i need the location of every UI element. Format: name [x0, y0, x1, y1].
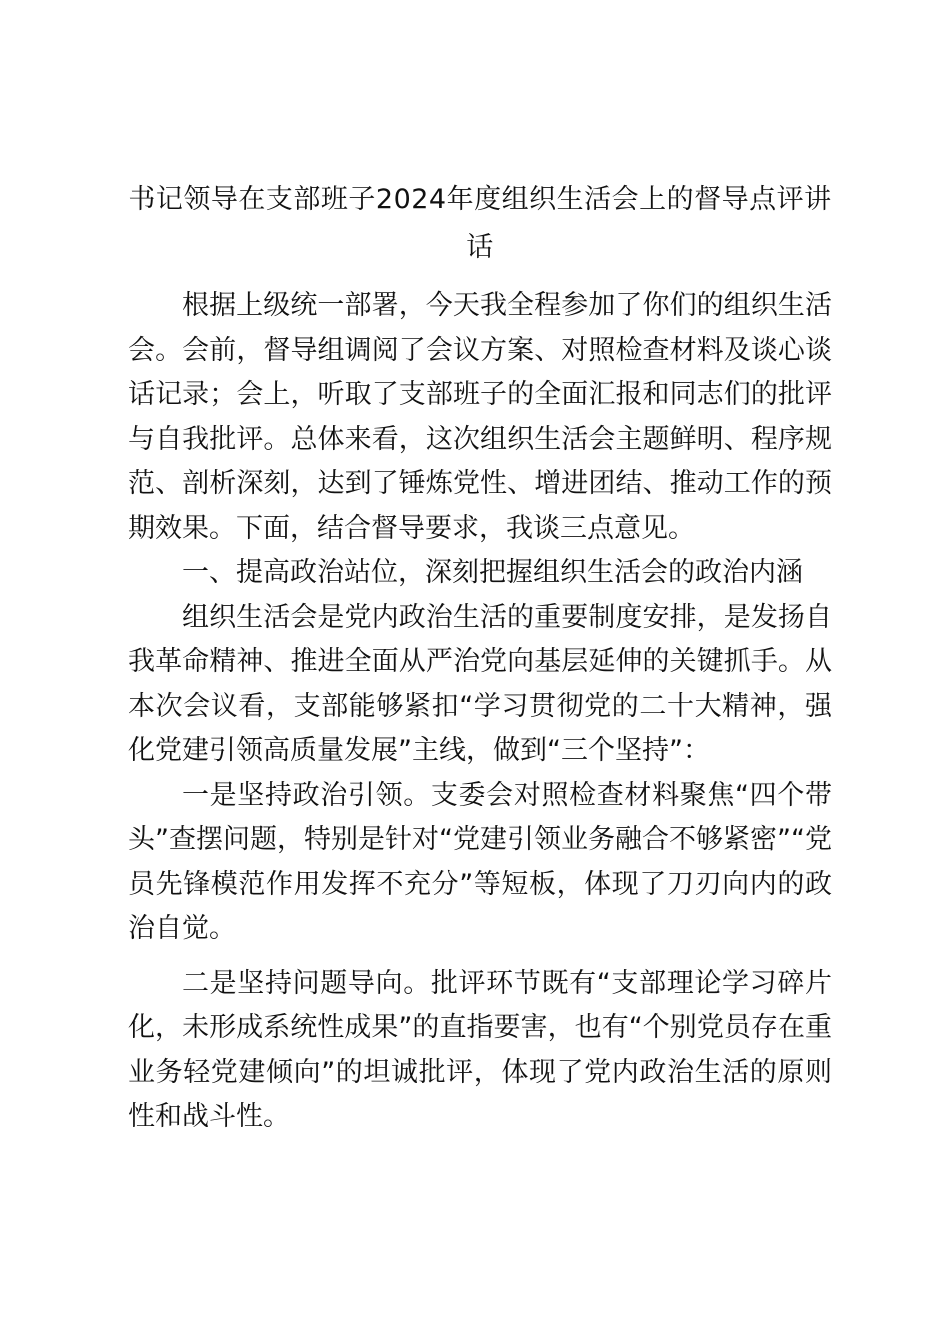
section-heading-1: 一、提高政治站位，深刻把握组织生活会的政治内涵	[182, 557, 803, 588]
document-body	[128, 176, 832, 1140]
paragraph-point-1: 一是坚持政治引领。支委会对照检查材料聚焦“四个带头”查摆问题，特别是针对“党建引领业务融合不够紧密”“党员先锋模范作用发挥不充分”等短板，体现了刀刃向内的政治自觉。	[128, 779, 832, 944]
paragraph-intro: 根据上级统一部署，今天我全程参加了你们的组织生活会。会前，督导组调阅了会议方案、对照检查材料及谈心谈话记录；会上，听取了支部班子的全面汇报和同志们的批评与自我批评。总体来看，这次组织生活会主题鲜明、程序规范、剖析深刻，达到了锤炼党性、增进团结、推动工作的预期效果。下面，结合督导要求，我谈三点意见。	[128, 290, 832, 544]
document-title: 书记领导在支部班子2024年度组织生活会上的督导点评讲话	[128, 184, 832, 263]
paragraph-section-1: 组织生活会是党内政治生活的重要制度安排，是发扬自我革命精神、推进全面从严治党向基层延伸的关键抓手。从本次会议看，支部能够紧扣“学习贯彻党的二十大精神，强化党建引领高质量发展”主线，做到“三个坚持”：	[128, 601, 832, 766]
paragraph-point-2: 二是坚持问题导向。批评环节既有“支部理论学习碎片化，未形成系统性成果”的直指要害，也有“个别党员存在重业务轻党建倾向”的坦诚批评，体现了党内政治生活的原则性和战斗性。	[128, 967, 832, 1132]
